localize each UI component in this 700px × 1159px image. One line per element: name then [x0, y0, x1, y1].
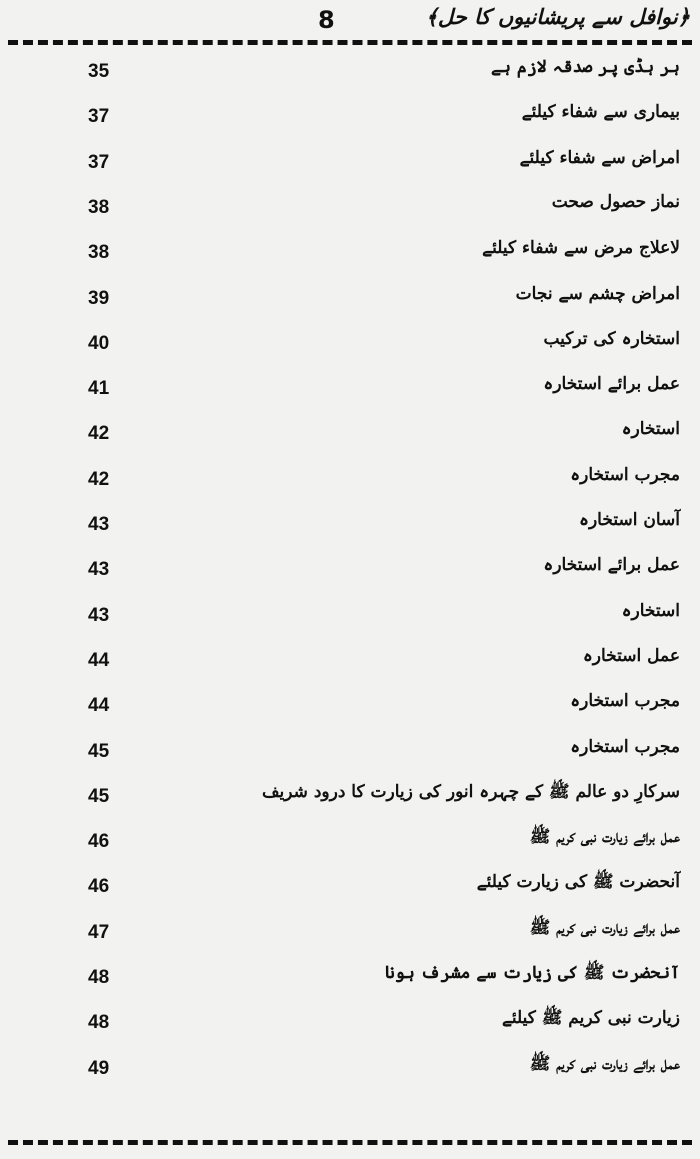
toc-entry-page-number: 48: [88, 967, 110, 988]
toc-entry-page-number: 42: [88, 423, 110, 445]
toc-entry-title: زیارت نبی کریم ﷺ کیلئے: [501, 1008, 680, 1029]
toc-entry-title: ہر ہڈی پر صدقہ لازم ہے: [491, 57, 680, 77]
toc-entry: [0, 369, 700, 409]
toc-entry: [0, 913, 700, 953]
toc-entry-page-number: 35: [88, 61, 110, 82]
toc-entry-title: آسان استخارہ: [579, 510, 680, 530]
toc-entry: [0, 188, 700, 228]
toc-entry-title: عمل برائے زیارت نبی کریم ﷺ: [529, 827, 680, 848]
toc-entry-page-number: 40: [88, 332, 110, 354]
toc-entry: [0, 867, 700, 907]
toc-entry-page-number: 38: [88, 196, 110, 218]
toc-entry-page-number: 43: [88, 559, 110, 581]
toc-entry: [0, 324, 700, 364]
toc-entry-title: عمل برائے استخارہ: [543, 555, 680, 576]
toc-entry-title: بیماری سے شفاء کیلئے: [521, 102, 680, 123]
toc-entry-title: مجرب استخارہ: [570, 736, 680, 757]
toc-entry-title: عمل برائے زیارت نبی کریم ﷺ: [529, 917, 680, 938]
toc-entry-title: استخارہ: [621, 419, 680, 440]
toc-entry: [0, 460, 700, 500]
toc-entry-page-number: 49: [88, 1057, 110, 1079]
toc-entry: [0, 97, 700, 137]
toc-entry-title: استخارہ کی ترکیب: [543, 328, 680, 349]
toc-entry-title: استخارہ: [621, 600, 680, 621]
toc-entry-title: لاعلاج مرض سے شفاء کیلئے: [482, 238, 680, 259]
toc-entry-page-number: 44: [88, 695, 110, 717]
toc-entry-title: امراض سے شفاء کیلئے: [519, 147, 680, 168]
toc-entry-page-number: 44: [88, 649, 110, 671]
toc-entry: [0, 279, 700, 319]
toc-entry-title: عمل استخارہ: [582, 645, 680, 666]
toc-entry: [0, 52, 700, 92]
toc-entry-title: آنحضرت ﷺ کی زیارت سے مشرف ہونا: [384, 963, 680, 983]
toc-entry: [0, 143, 700, 183]
top-dashed-rule: [8, 40, 692, 45]
toc-entry-page-number: 48: [88, 1012, 110, 1034]
toc-entry-page-number: 42: [88, 468, 110, 490]
toc-entry-page-number: 45: [88, 740, 110, 762]
toc-entry-page-number: 46: [88, 831, 110, 853]
toc-entry: [0, 596, 700, 636]
toc-entry-page-number: 43: [88, 604, 110, 626]
toc-entry-title: مجرب استخارہ: [570, 464, 680, 485]
bottom-dashed-rule: [8, 1140, 692, 1145]
toc-entry-page-number: 38: [88, 242, 110, 264]
toc-entry: [0, 1003, 700, 1043]
toc-entry-page-number: 47: [88, 921, 110, 943]
toc-entry: [0, 641, 700, 681]
toc-entry: [0, 1049, 700, 1089]
toc-entry: [0, 686, 700, 726]
toc-entry: [0, 732, 700, 772]
toc-entry-title: سرکارِ دو عالم ﷺ کے چہرہ انور کی زیارت کا درود شریف: [261, 781, 680, 802]
toc-entry-page-number: 37: [88, 106, 110, 128]
toc-entry: [0, 505, 700, 545]
toc-entry: [0, 550, 700, 590]
toc-entry-title: نماز حصول صحت: [551, 191, 680, 212]
toc-entry-title: عمل برائے استخارہ: [543, 374, 680, 395]
toc-entry: [0, 233, 700, 273]
toc-entry-page-number: 43: [88, 514, 110, 535]
toc-entry-title: آنحضرت ﷺ کی زیارت کیلئے: [476, 872, 680, 893]
toc-entry-page-number: 37: [88, 151, 110, 173]
toc-entry: [0, 958, 700, 998]
toc-entry-page-number: 39: [88, 287, 110, 309]
toc-entry: [0, 822, 700, 862]
page-number: 8: [318, 6, 335, 34]
toc-entry: [0, 414, 700, 454]
toc-entry-title: عمل برائے زیارت نبی کریم ﷺ: [529, 1053, 680, 1074]
toc-entry-page-number: 41: [88, 378, 110, 400]
toc-entry-page-number: 45: [88, 785, 110, 807]
toc-entry-page-number: 46: [88, 876, 110, 898]
toc-entry: [0, 777, 700, 817]
book-title: ﴿نوافل سے پریشانیوں کا حل﴾: [425, 4, 690, 29]
toc-entry-title: مجرب استخارہ: [570, 691, 680, 712]
toc-entry-title: امراض چشم سے نجات: [515, 283, 680, 304]
page-header: [0, 0, 700, 42]
